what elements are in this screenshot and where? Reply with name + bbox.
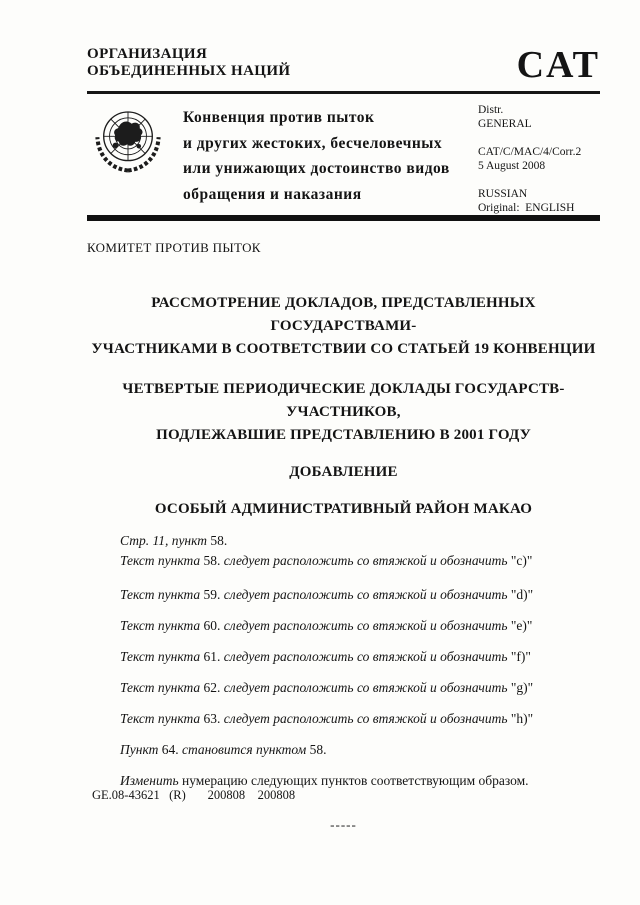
paragraph-segment: "h)" <box>510 711 534 726</box>
horizontal-rule-thick <box>87 215 600 221</box>
paragraph-segment-italic: следует расположить со втяжкой и обозначить <box>223 553 511 568</box>
paragraph-segment-italic: Текст пункта <box>120 680 204 695</box>
paragraph-segment: "d)" <box>510 587 534 602</box>
paragraph-segment: "g)" <box>510 680 534 695</box>
body-paragraph <box>120 585 592 605</box>
body-paragraph <box>120 531 592 551</box>
convention-line: и других жестоких, бесчеловечных <box>183 134 443 152</box>
paragraph-segment-italic: следует расположить со втяжкой и обозначить <box>223 618 511 633</box>
main-title <box>87 292 600 361</box>
org-name <box>87 46 291 80</box>
paragraph-segment: 58. <box>203 553 224 568</box>
paragraph-segment-italic: становится пунктом <box>181 742 310 757</box>
paragraph-segment-italic: Стр. 11, пункт <box>120 533 211 548</box>
body-paragraph <box>120 647 592 667</box>
paragraph-segment-italic: Текст пункта <box>120 711 204 726</box>
masthead <box>87 0 600 86</box>
body-paragraph <box>120 616 592 636</box>
paragraph-segment-italic: следует расположить со втяжкой и обозначить <box>223 680 511 695</box>
paragraph-segment: 58. <box>309 742 327 757</box>
header-block <box>87 94 600 215</box>
paragraph-segment: 61. <box>203 649 224 664</box>
paragraph-segment: 64. <box>161 742 182 757</box>
distr-label: Distr. <box>478 104 504 116</box>
paragraph-segment: нумерацию следующих пунктов соответствующим образом. <box>182 773 529 788</box>
convention-line: обращения и наказания <box>183 185 362 203</box>
body-paragraphs <box>87 531 600 791</box>
paragraph-segment-italic: Текст пункта <box>120 553 204 568</box>
paragraph-segment-italic: Текст пункта <box>120 618 204 633</box>
paragraph-segment: 58. <box>210 533 228 548</box>
body-paragraph <box>120 740 592 760</box>
region-heading: ОСОБЫЙ АДМИНИСТРАТИВНЫЙ РАЙОН МАКАО <box>154 501 533 517</box>
org-name-line1: ОРГАНИЗАЦИЯ <box>87 46 208 62</box>
convention-line: Конвенция против пыток <box>183 109 375 126</box>
org-name-line2: ОБЪЕДИНЕННЫХ НАЦИЙ <box>87 63 291 79</box>
body-paragraph <box>120 709 592 729</box>
convention-title <box>183 105 468 207</box>
subtitle-line: ЧЕТВЕРТЫЕ ПЕРИОДИЧЕСКИЕ ДОКЛАДЫ ГОСУДАРСТВ-УЧАСТНИКОВ, <box>122 381 565 420</box>
doc-symbol: CAT <box>516 44 600 86</box>
paragraph-segment-italic: Пункт <box>120 742 162 757</box>
doc-symbol-number: CAT/C/MAC/4/Corr.2 <box>478 146 582 158</box>
end-separator: ----- <box>330 817 357 832</box>
page-content <box>87 0 600 833</box>
main-title-line: РАССМОТРЕНИЕ ДОКЛАДОВ, ПРЕДСТАВЛЕННЫХ ГОСУДАРСТВАМИ- <box>151 295 536 334</box>
committee-heading: КОМИТЕТ ПРОТИВ ПЫТОК <box>87 240 261 255</box>
body-paragraph <box>120 678 592 698</box>
main-title-line: УЧАСТНИКАМИ В СООТВЕТСТВИИ СО СТАТЬЕЙ 19 КОНВЕНЦИИ <box>91 341 596 357</box>
paragraph-segment-italic: Текст пункта <box>120 587 204 602</box>
paragraph-segment-italic: следует расположить со втяжкой и обозначить <box>223 711 511 726</box>
paragraph-segment: 59. <box>203 587 224 602</box>
paragraph-segment: 60. <box>203 618 224 633</box>
paragraph-segment: 63. <box>203 711 224 726</box>
paragraph-segment: "f)" <box>510 649 531 664</box>
subtitle <box>87 378 600 447</box>
distr-value: GENERAL <box>478 118 532 130</box>
paragraph-segment-italic: следует расположить со втяжкой и обозначить <box>223 587 511 602</box>
convention-line: или унижающих достоинство видов <box>183 160 450 177</box>
addendum-heading: ДОБАВЛЕНИЕ <box>289 464 398 480</box>
paragraph-segment-italic: Изменить <box>120 773 183 788</box>
paragraph-segment: "e)" <box>510 618 533 633</box>
footer-reference: GE.08-43621 (R) 200808 200808 <box>92 788 296 802</box>
paragraph-segment-italic: Текст пункта <box>120 649 204 664</box>
body-paragraph <box>120 551 592 571</box>
doc-date: 5 August 2008 <box>478 160 546 172</box>
paragraph-segment: "c)" <box>510 553 533 568</box>
paragraph-segment: 62. <box>203 680 224 695</box>
un-emblem-icon <box>92 103 164 175</box>
doc-original-language: Original: ENGLISH <box>478 202 575 214</box>
doc-language: RUSSIAN <box>478 188 528 200</box>
meta-gap <box>478 131 581 145</box>
subtitle-line: ПОДЛЕЖАВШИЕ ПРЕДСТАВЛЕНИЮ В 2001 ГОДУ <box>156 427 531 443</box>
document-meta <box>478 103 581 215</box>
meta-gap <box>478 173 581 187</box>
paragraph-segment-italic: следует расположить со втяжкой и обозначить <box>223 649 511 664</box>
